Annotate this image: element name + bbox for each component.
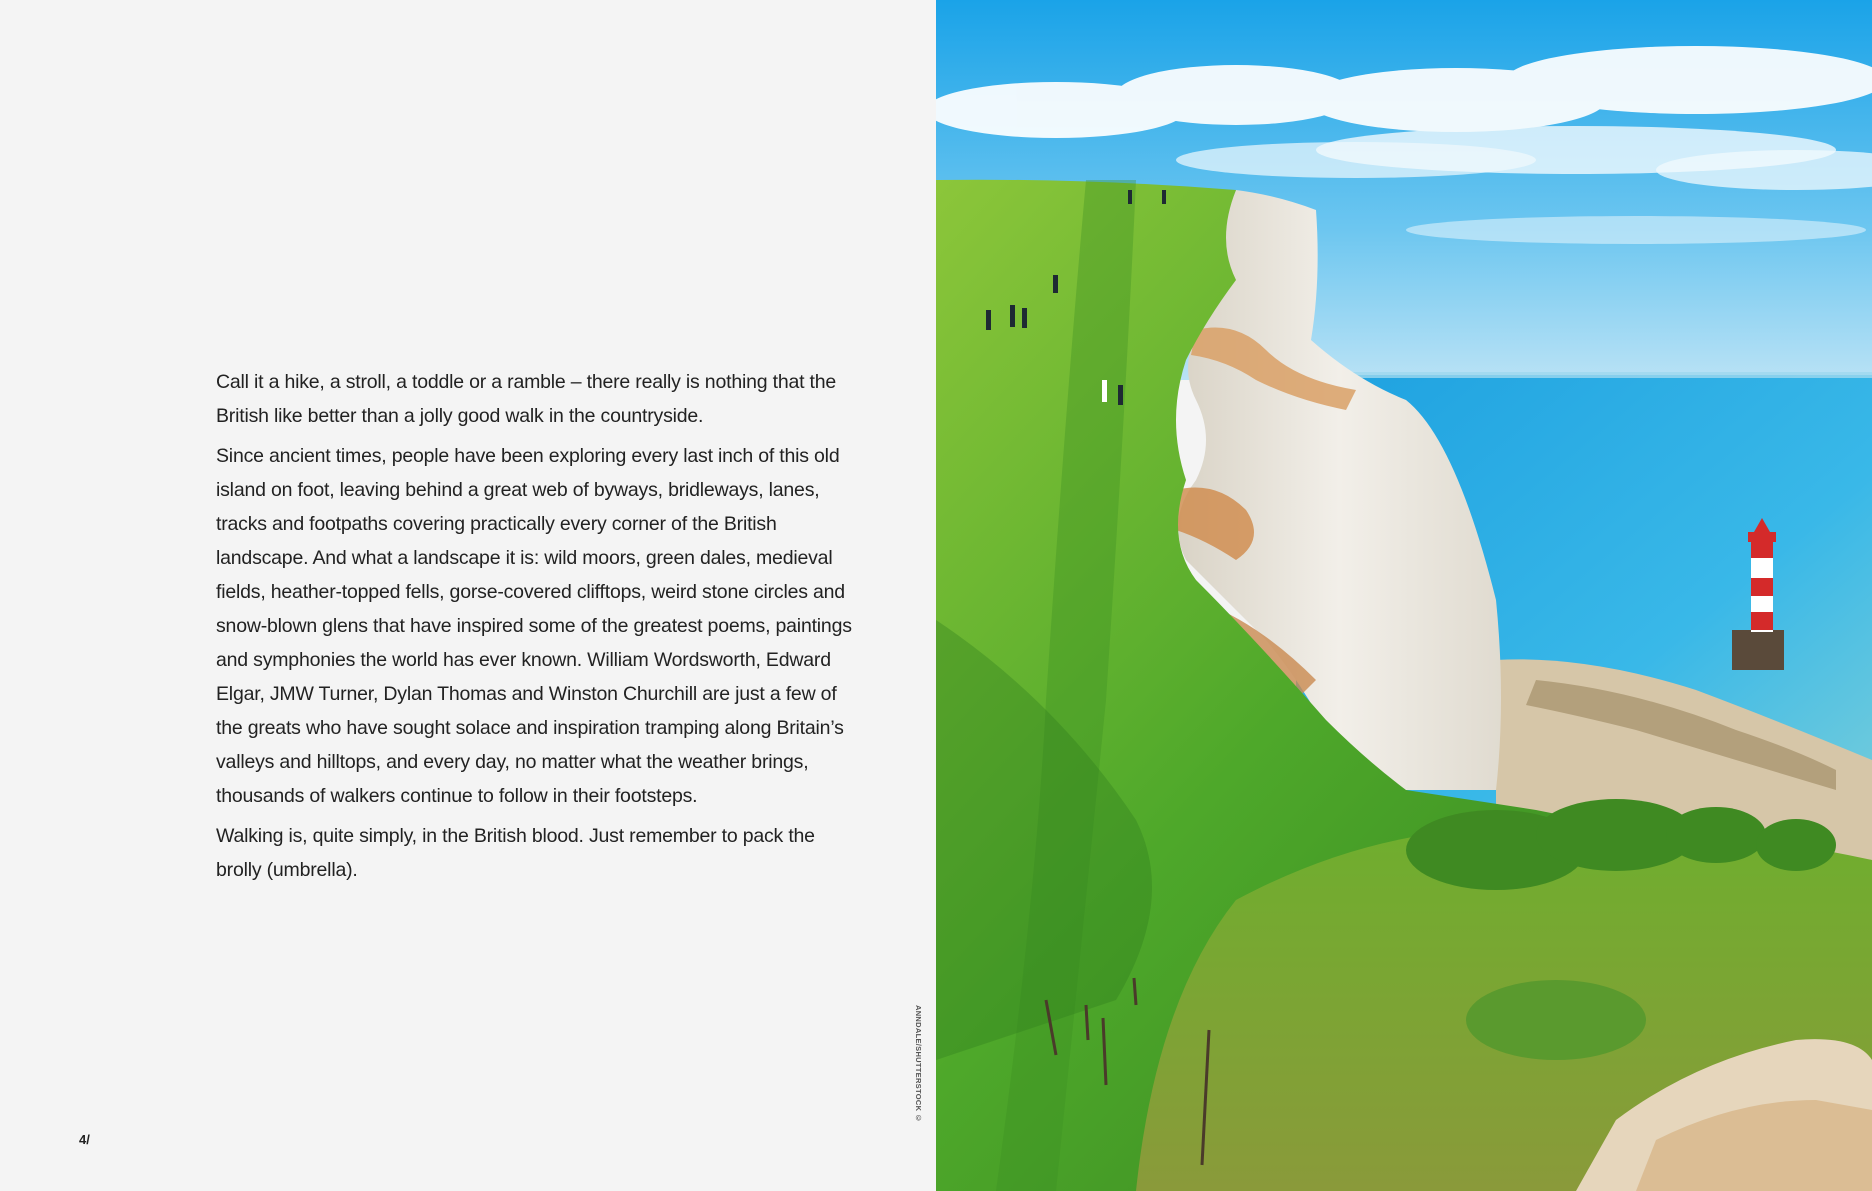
body-text	[216, 365, 852, 893]
page-number: 4/	[79, 1132, 90, 1147]
paragraph-closing: Walking is, quite simply, in the British blood. Just remember to pack the brolly (umbrella).	[216, 825, 815, 881]
cliff-photo	[936, 0, 1872, 1191]
cliff-illustration	[936, 0, 1872, 1191]
paragraph-intro: Call it a hike, a stroll, a toddle or a ramble – there really is nothing that the British like better than a jolly good walk in the countryside.	[216, 371, 837, 427]
paragraph-history: Since ancient times, people have been exploring every last inch of this old island on foot, leaving behind a great web of byways, bridleways, lanes, tracks and footpaths covering practically every corner of the British landscape. And what a landscape it is: wild moors, green dales, medieval fields, heather-topped fells, gorse-covered clifftops, weird stone circles and snow-blown glens that have inspired some of the greatest poems, paintings and symphonies the world has ever known. William Wordsworth, Edward Elgar, JMW Turner, Dylan Thomas and Winston Churchill are just a few of the greats who have sought solace and inspiration tramping along Britain’s valleys and hilltops, and every day, no matter what the weather brings, thousands of walkers continue to follow in their footsteps.	[216, 445, 852, 807]
photo-credit: ANNDALE/SHUTTERSTOCK ©	[914, 1005, 923, 1123]
